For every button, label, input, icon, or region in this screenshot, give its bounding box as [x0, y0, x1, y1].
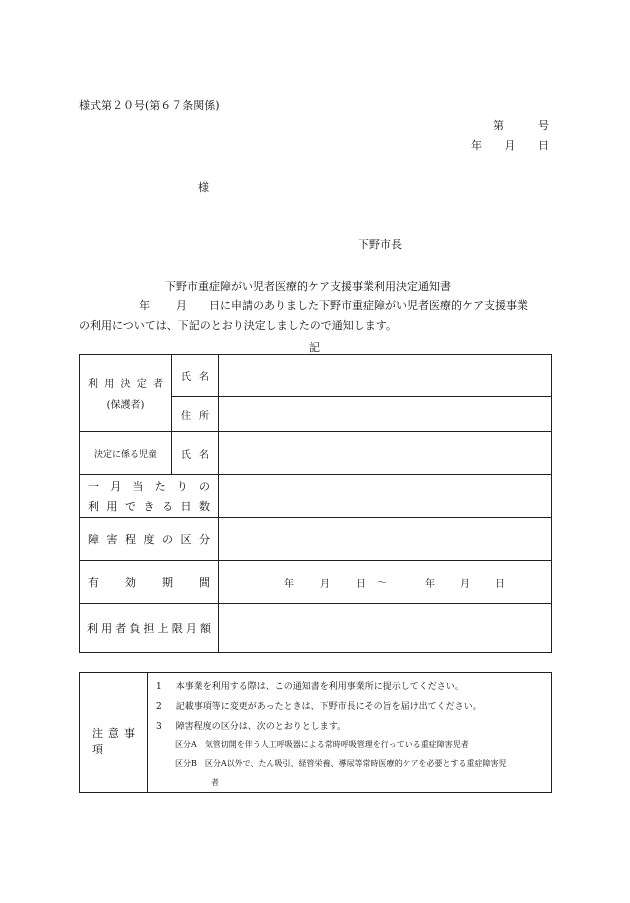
- note-sub-b-line-2: 者: [211, 778, 219, 787]
- validity-value[interactable]: [219, 561, 552, 604]
- address-label-cell: [172, 397, 219, 432]
- validity-from-month: 月: [320, 579, 330, 590]
- limit-label: 利 用 者 負 担 上 限 月 額: [87, 622, 211, 635]
- ki-heading: 記: [309, 341, 320, 354]
- validity-from-year: 年: [284, 579, 294, 590]
- user-address-value[interactable]: [219, 397, 552, 432]
- document-title: 下野市重症障がい児者医療的ケア支援事業利用決定通知書: [165, 280, 451, 293]
- limit-value[interactable]: [219, 604, 552, 653]
- user-label: 利 用 決 定 者: [88, 379, 163, 390]
- severity-label: 障 害 程 度 の 区 分: [88, 533, 210, 546]
- date-day: 日: [538, 139, 549, 152]
- child-name-label: 氏 名: [181, 449, 209, 461]
- name-label-cell: [172, 355, 219, 397]
- validity-label-cell: [80, 561, 219, 604]
- days-label-cell: [80, 475, 219, 518]
- validity-to-year: 年: [425, 579, 435, 590]
- validity-to-month: 月: [460, 579, 470, 590]
- intro-line-2: の利用については、下記のとおり決定しましたので通知します。: [79, 319, 397, 332]
- intro-month: 月: [176, 299, 187, 312]
- child-label: 決定に係る児童: [93, 449, 157, 460]
- guardian-label: (保護者): [106, 400, 145, 411]
- severity-value[interactable]: [219, 518, 552, 561]
- intro-line-1: 日に申請のありました下野市重症障がい児者医療的ケア支援事業: [209, 299, 528, 312]
- date-year: 年: [471, 139, 482, 152]
- child-name-value[interactable]: [219, 432, 552, 475]
- notes-box: [79, 672, 552, 793]
- intro-year: 年: [139, 299, 150, 312]
- validity-label: 有 効 期 間: [88, 576, 210, 589]
- issuer: 下野市長: [358, 238, 402, 251]
- limit-label-cell: [80, 604, 219, 653]
- address-label: 住 所: [181, 410, 209, 422]
- note-item-2: 2 記載事項等に変更があったときは、下野市長にその旨を届け出てください。: [156, 702, 482, 712]
- days-label-line-1: 一 月 当 た り の: [88, 480, 210, 493]
- decision-table: [79, 354, 552, 653]
- form-number: 様式第２０号(第６７条関係): [79, 99, 220, 112]
- validity-tilde: ～: [377, 578, 387, 589]
- date-month: 月: [504, 139, 516, 152]
- note-item-1: 1 本事業を利用する際は、この通知書を利用事業所に提示してください。: [156, 682, 464, 692]
- validity-to-day: 日: [495, 579, 505, 590]
- child-label-cell: [80, 432, 172, 475]
- notes-label-cell: [80, 673, 148, 792]
- document-number-line: [493, 117, 549, 133]
- days-value[interactable]: [219, 475, 552, 518]
- name-label: 氏 名: [181, 372, 209, 383]
- validity-from-day: 日: [356, 579, 366, 590]
- user-name-value[interactable]: [219, 355, 552, 397]
- date-line: [471, 137, 549, 153]
- days-label-line-2: 利 用 で き る 日 数: [88, 500, 210, 513]
- user-label-cell: [80, 355, 172, 432]
- notes-label: 注意事項: [92, 727, 140, 756]
- note-sub-b-line-1: 区分B 区分A以外で、たん吸引、経管栄養、導尿等常時医療的ケアを必要とする重症障害児: [175, 759, 507, 768]
- doc-number-prefix: 第: [493, 119, 504, 132]
- severity-label-cell: [80, 518, 219, 561]
- note-sub-a: 区分A 気管切開を伴う人工呼吸器による常時呼吸管理を行っている重症障害児者: [175, 740, 469, 749]
- note-item-3: 3 障害程度の区分は、次のとおりとします。: [156, 722, 347, 732]
- addressee-suffix: 様: [198, 181, 209, 194]
- doc-number-suffix: 号: [538, 119, 549, 132]
- child-name-label-cell: [172, 432, 219, 475]
